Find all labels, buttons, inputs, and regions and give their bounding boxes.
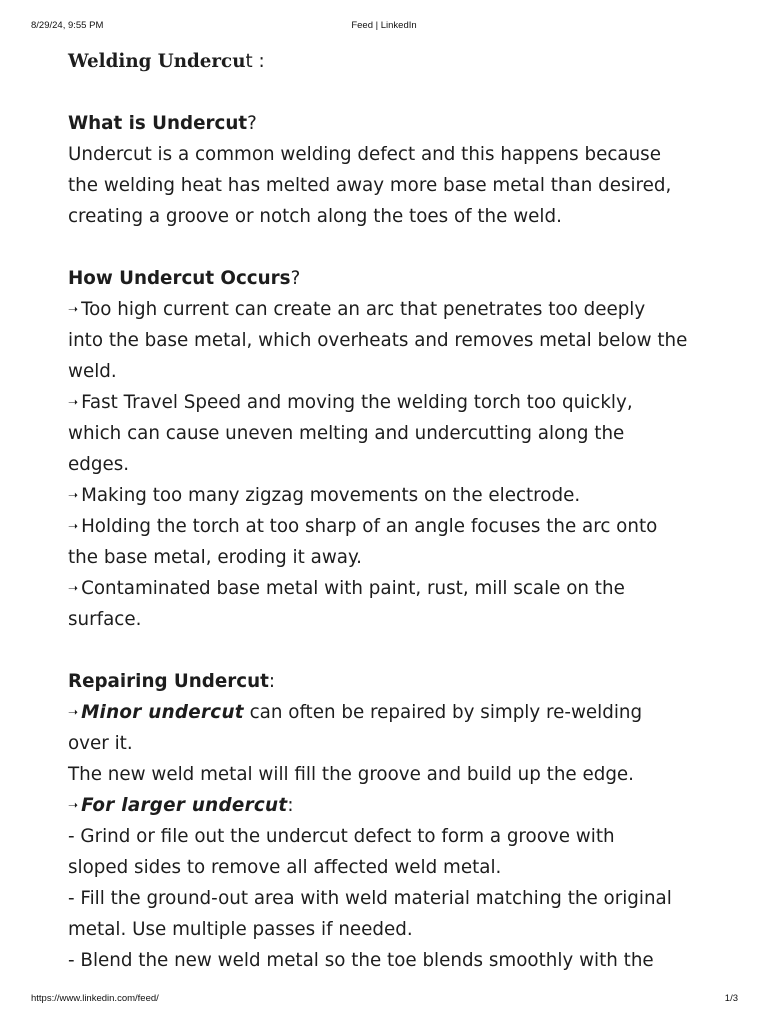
arrow-icon: ➝ [68,705,79,719]
paragraph-line: the base metal, eroding it away. [68,547,362,568]
print-datetime: 8/29/24, 9:55 PM [31,20,104,31]
bullet-line [68,573,708,604]
bullet-text: Holding the torch at too sharp of an angle focuses the arc onto [81,516,658,537]
paragraph-line: - Blend the new weld metal so the toe blends smoothly with the [68,950,654,971]
bullet-line [68,511,708,542]
paragraph-line: creating a groove or notch along the toes of the weld. [68,206,562,227]
minor-undercut-label: Minor undercut [81,702,244,723]
heading-what-text: What is Undercut [68,113,248,134]
paragraph-line: weld. [68,361,117,382]
bullet-text: Contaminated base metal with paint, rust, mill scale on the [81,578,625,599]
arrow-icon: ➝ [68,798,79,812]
post-body [68,46,708,976]
section-heading-repairing [68,666,708,697]
larger-undercut-label: For larger undercut [81,795,288,816]
heading-repairing-punct: : [268,671,276,692]
bullet-line [68,790,708,821]
print-page-title: Feed | LinkedIn [351,20,417,31]
paragraph-line: Undercut is a common welding defect and this happens because [68,144,661,165]
heading-repairing-text: Repairing Undercut [68,671,269,692]
heading-how-text: How Undercut Occurs [68,268,291,289]
arrow-icon: ➝ [68,302,79,316]
paragraph-line: surface. [68,609,142,630]
paragraph-line: edges. [68,454,130,475]
print-url: https://www.linkedin.com/feed/ [31,993,159,1004]
paragraph-line: which can cause uneven melting and undercutting along the [68,423,625,444]
arrow-icon: ➝ [68,395,79,409]
bullet-text: Making too many zigzag movements on the electrode. [81,485,581,506]
title-bold: Welding Undercu [68,51,246,72]
section-heading-how [68,263,708,294]
paragraph-line: sloped sides to remove all affected weld metal. [68,857,502,878]
paragraph-line: - Grind or file out the undercut defect to form a groove with [68,826,615,847]
bullet-line [68,697,708,728]
print-page-number: 1/3 [724,993,738,1004]
arrow-icon: ➝ [68,488,79,502]
heading-what-punct: ? [247,113,257,134]
arrow-icon: ➝ [68,519,79,533]
title-tail: t : [245,51,265,72]
bullet-text: Fast Travel Speed and moving the welding torch too quickly, [81,392,633,413]
bullet-line [68,480,708,511]
paragraph-line: - Fill the ground-out area with weld material matching the original [68,888,672,909]
bullet-line [68,294,708,325]
paragraph-line: metal. Use multiple passes if needed. [68,919,413,940]
print-footer [0,993,768,1007]
paragraph-line: over it. [68,733,133,754]
paragraph-line: the welding heat has melted away more base metal than desired, [68,175,672,196]
print-header [0,20,768,34]
arrow-icon: ➝ [68,581,79,595]
heading-how-punct: ? [290,268,301,289]
larger-undercut-punct: : [287,795,294,816]
bullet-text: Too high current can create an arc that penetrates too deeply [81,299,646,320]
bullet-text: can often be repaired by simply re-welding [243,702,643,723]
section-heading-what [68,108,708,139]
post-title [68,46,708,77]
paragraph-line: The new weld metal will fill the groove and build up the edge. [68,764,634,785]
paragraph-line: into the base metal, which overheats and removes metal below the [68,330,688,351]
bullet-line [68,387,708,418]
